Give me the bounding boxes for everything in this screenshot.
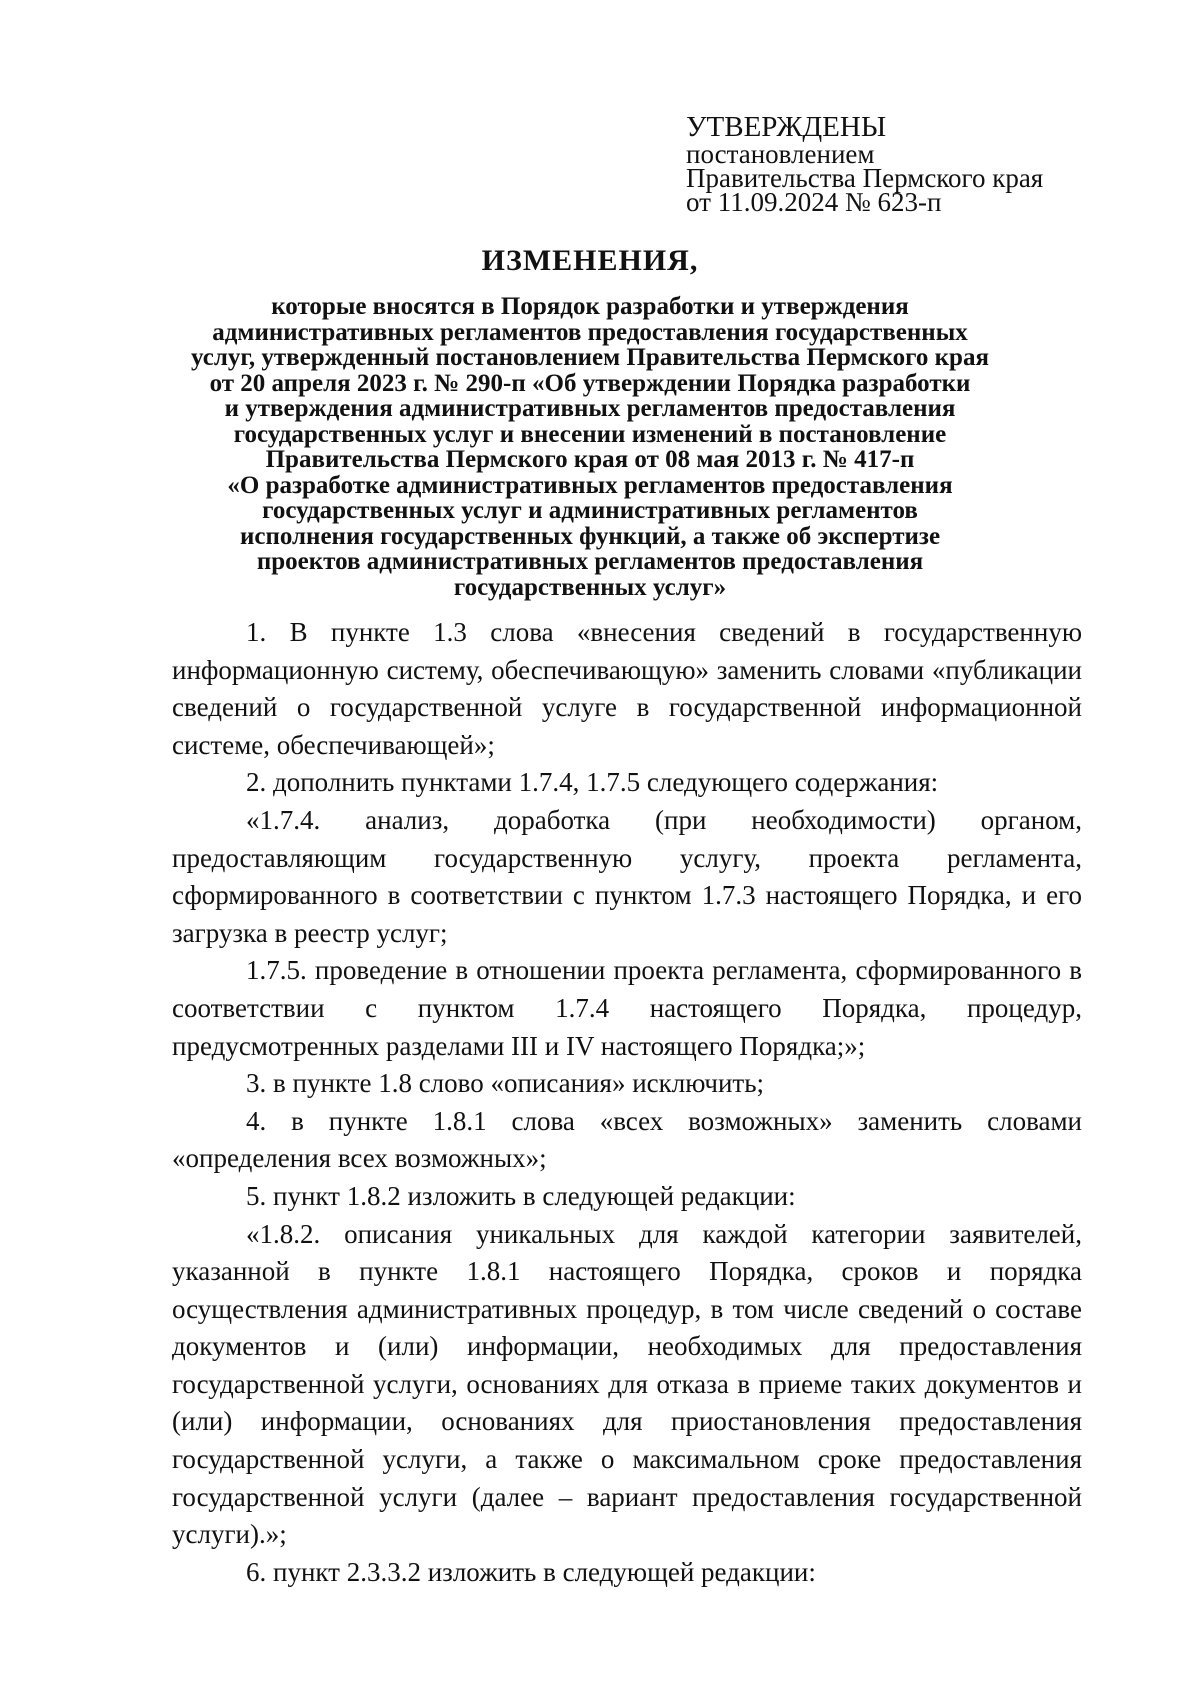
approval-title: УТВЕРЖДЕНЫ <box>686 111 887 143</box>
approval-line: Правительства Пермского края <box>686 163 1044 193</box>
subtitle-line: от 20 апреля 2023 г. № 290-п «Об утверждении Порядка разработки <box>209 369 971 397</box>
subtitle-line: услуг, утвержденный постановлением Правительства Пермского края <box>191 344 989 371</box>
subtitle-line: и утверждения административных регламентов предоставления <box>224 395 956 422</box>
paragraph: 2. дополнить пунктами 1.7.4, 1.7.5 следующего содержания: <box>246 767 939 798</box>
subtitle-line: административных регламентов предоставления государственных <box>212 318 968 346</box>
approval-line: от 11.09.2024 № 623-п <box>686 187 942 217</box>
subtitle-line: государственных услуг» <box>453 573 727 601</box>
paragraph: «1.7.4. анализ, доработка (при необходимости) органом, предоставляющим государственную услугу, проекта регламента, сформированного в соответствии с пунктом 1.7.3 настоящего Порядка, и его загрузка в реестр услуг; <box>172 804 1082 948</box>
document-subtitle <box>150 294 1030 600</box>
subtitle-line: государственных услуг и внесении изменений в постановление <box>233 420 947 448</box>
paragraph: «1.8.2. описания уникальных для каждой категории заявителей, указанной в пункте 1.8.1 настоящего Порядка, сроков и порядка осуществления административных процедур, в том числе сведений о составе документов и (или) информации, необходимых для предоставления государственной услуги, основаниях для отказа в приеме таких документов и (или) информации, основаниях для приостановления предоставления государственной услуги, а также о максимальном сроке предоставления государственной услуги (далее – вариант предоставления государственной услуги).»; <box>172 1218 1082 1550</box>
subtitle-line: государственных услуг и административных регламентов <box>262 497 918 524</box>
approval-block <box>686 111 1156 217</box>
paragraph: 4. в пункте 1.8.1 слова «всех возможных» заменить словами «определения всех возможных»; <box>172 1105 1082 1174</box>
subtitle-line: «О разработке административных регламентов предоставления <box>227 471 953 499</box>
paragraph: 3. в пункте 1.8 слово «описания» исключить; <box>246 1068 765 1099</box>
document-title: ИЗМЕНЕНИЯ, <box>481 244 699 277</box>
subtitle-line: проектов административных регламентов предоставления <box>256 548 924 575</box>
document-body <box>172 614 1082 1591</box>
subtitle-line: которые вносятся в Порядок разработки и утверждения <box>271 293 909 320</box>
paragraph: 5. пункт 1.8.2 изложить в следующей редакции: <box>246 1180 796 1211</box>
document-heading <box>150 244 1030 600</box>
paragraph: 1. В пункте 1.3 слова «внесения сведений в государственную информационную систему, обеспечивающую» заменить словами «публикации сведений о государственной услуге в государственной информационной системе, обеспечивающей»; <box>172 617 1082 760</box>
paragraph: 1.7.5. проведение в отношении проекта регламента, сформированного в соответствии с пунктом 1.7.4 настоящего Порядка, процедур, предусмотренных разделами III и IV настоящего Порядка;»; <box>172 955 1082 1061</box>
subtitle-line: исполнения государственных функций, а также об экспертизе <box>239 522 941 550</box>
subtitle-line: Правительства Пермского края от 08 мая 2013 г. № 417-п <box>265 446 915 473</box>
approval-line: постановлением <box>686 139 875 169</box>
paragraph: 6. пункт 2.3.3.2 изложить в следующей редакции: <box>246 1556 816 1587</box>
